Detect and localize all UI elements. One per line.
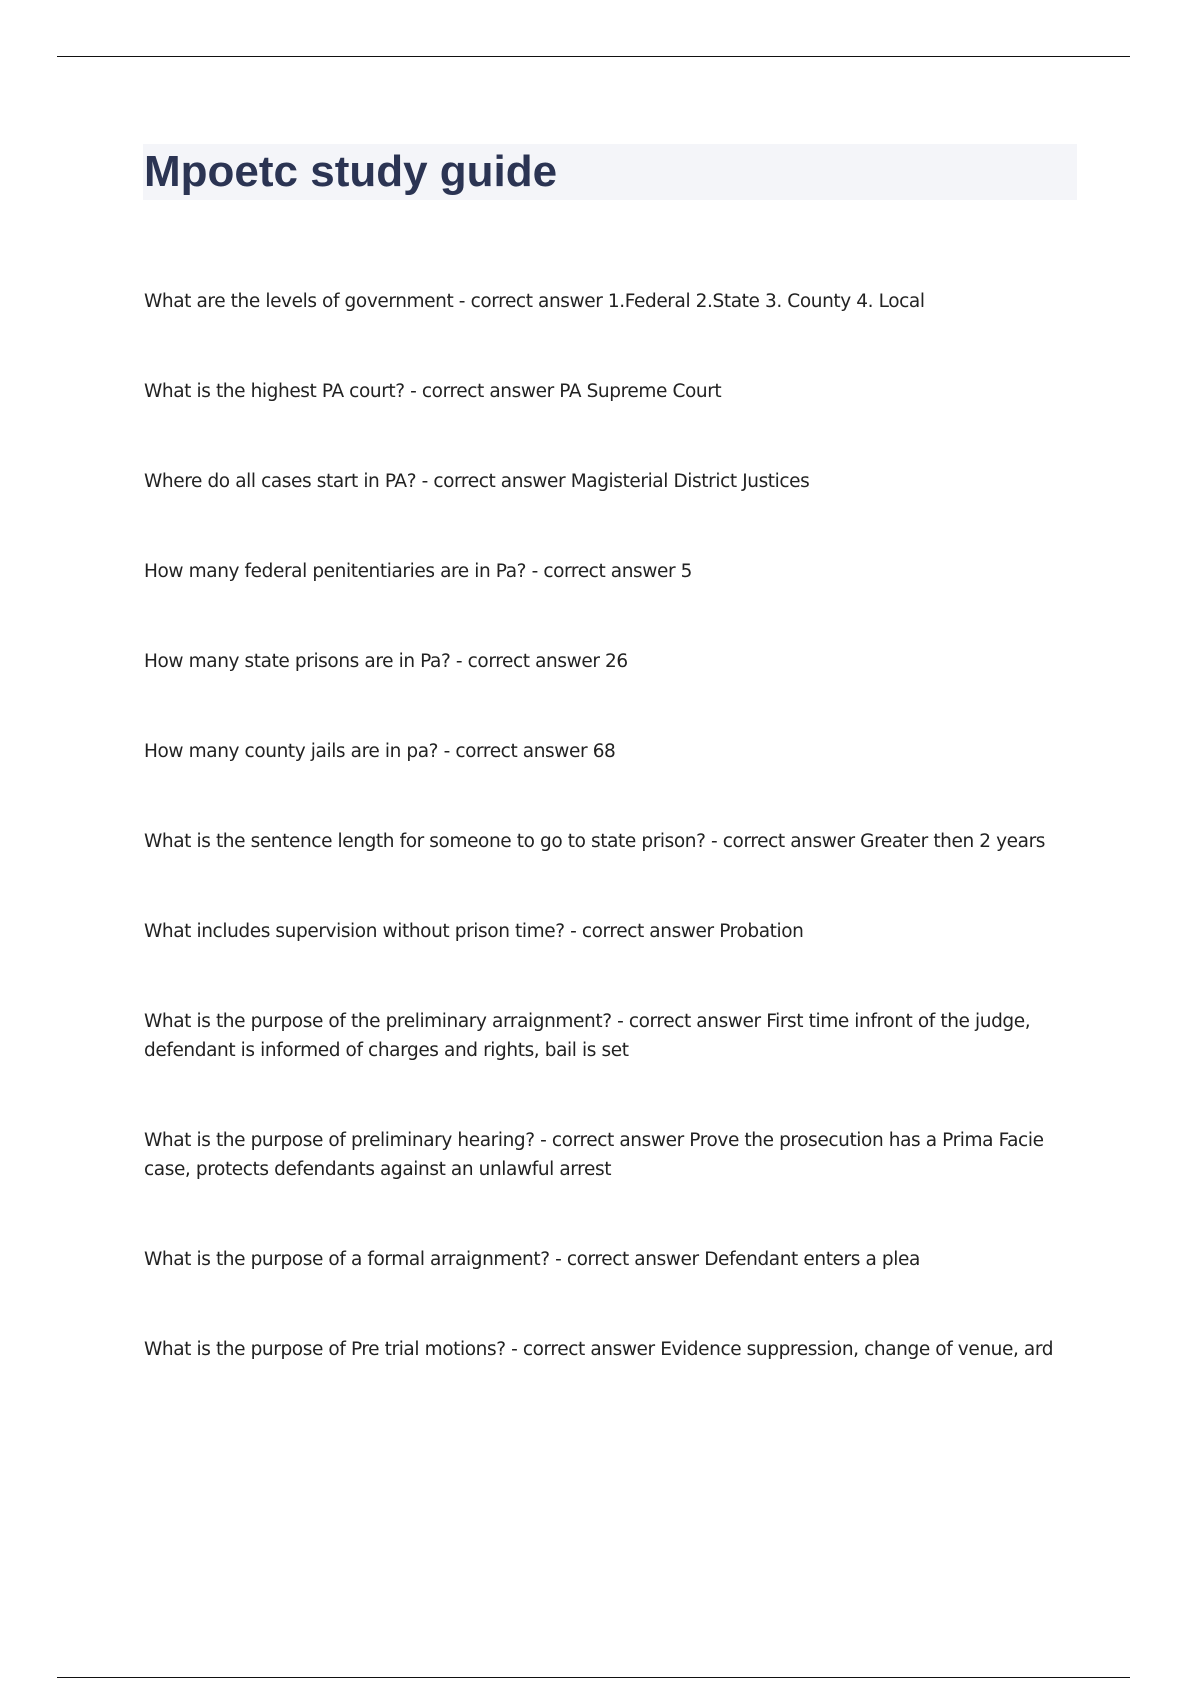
qa-list (144, 287, 1074, 1364)
qa-item-7: What is the sentence length for someone to go to state prison? - correct answer Greater then 2 years (144, 831, 1046, 852)
qa-item-4: How many federal penitentiaries are in Pa? - correct answer 5 (144, 561, 693, 582)
qa-item-9: What is the purpose of the preliminary arraignment? - correct answer First time infront of the judge, defendant is informed of charges and rights, bail is set (144, 1011, 1031, 1061)
qa-item-2: What is the highest PA court? - correct answer PA Supreme Court (144, 381, 722, 402)
qa-item-6: How many county jails are in pa? - correct answer 68 (144, 741, 616, 762)
qa-item-12: What is the purpose of Pre trial motions? - correct answer Evidence suppression, change of venue, ard (144, 1339, 1054, 1360)
page-title: Mpoetc study guide (144, 147, 558, 196)
qa-item-8: What includes supervision without prison time? - correct answer Probation (144, 921, 804, 942)
top-rule (57, 56, 1130, 57)
qa-item-1: What are the levels of government - correct answer 1.Federal 2.State 3. County 4. Local (144, 291, 925, 312)
qa-item-11: What is the purpose of a formal arraignment? - correct answer Defendant enters a plea (144, 1249, 920, 1270)
bottom-rule (57, 1677, 1130, 1678)
qa-item-10: What is the purpose of preliminary hearing? - correct answer Prove the prosecution has a Prima Facie case, protects defendants against an unlawful arrest (144, 1130, 1044, 1180)
qa-item-3: Where do all cases start in PA? - correct answer Magisterial District Justices (144, 471, 810, 492)
qa-item-5: How many state prisons are in Pa? - correct answer 26 (144, 651, 628, 672)
